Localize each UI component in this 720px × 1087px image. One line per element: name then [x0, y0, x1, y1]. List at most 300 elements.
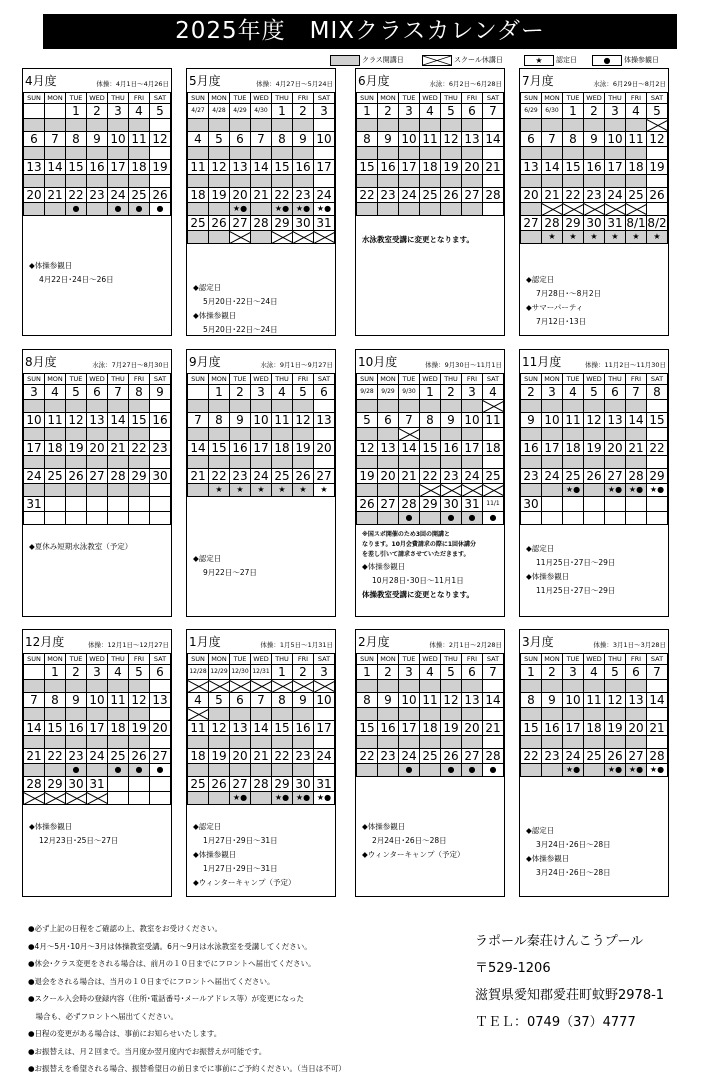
day-marker — [483, 680, 504, 693]
date-cell: 31 — [24, 497, 45, 512]
class-day-marker — [584, 764, 605, 777]
weekday-header: SUN — [357, 93, 378, 104]
weekday-header: SUN — [521, 93, 542, 104]
month-notes — [193, 281, 333, 337]
class-day-marker — [66, 456, 87, 469]
weekday-header: THU — [272, 374, 293, 385]
class-day-marker — [251, 708, 272, 721]
date-cell: 9 — [378, 132, 399, 147]
weekday-header: MON — [45, 374, 66, 385]
date-cell: 19 — [209, 749, 230, 764]
class-day-marker — [357, 119, 378, 132]
class-day-marker — [209, 456, 230, 469]
date-cell: 9 — [150, 385, 171, 400]
date-cell: 8 — [129, 385, 150, 400]
date-cell — [542, 497, 563, 512]
gray-swatch-icon — [330, 55, 360, 66]
class-day-marker — [521, 708, 542, 721]
month-panel — [519, 629, 669, 897]
date-cell: 24 — [399, 749, 420, 764]
class-day-marker — [251, 456, 272, 469]
date-cell: 18 — [584, 721, 605, 736]
date-cell: 12 — [357, 441, 378, 456]
class-day-marker — [129, 680, 150, 693]
month-range: 水泳：6月29日～8月2日 — [593, 80, 666, 88]
date-cell: 27 — [87, 469, 108, 484]
class-day-marker — [563, 175, 584, 188]
date-cell: 11 — [272, 413, 293, 428]
class-day-marker — [251, 428, 272, 441]
weekday-header: SAT — [483, 374, 504, 385]
closed-day-marker — [251, 680, 272, 693]
date-cell: 9 — [542, 693, 563, 708]
weekday-header: SAT — [483, 93, 504, 104]
date-cell — [129, 497, 150, 512]
cross-swatch-icon — [422, 55, 452, 66]
class-day-marker — [230, 764, 251, 777]
class-day-marker — [293, 456, 314, 469]
date-cell: 1 — [272, 665, 293, 680]
date-cell: 12 — [647, 132, 668, 147]
weekday-header: WED — [87, 374, 108, 385]
class-day-marker — [399, 456, 420, 469]
date-cell: 8 — [272, 132, 293, 147]
date-cell: 28 — [647, 749, 668, 764]
class-day-marker — [420, 147, 441, 160]
closed-day-marker — [542, 203, 563, 216]
note-line: ◆サマーパーティ — [526, 303, 584, 312]
note-line: ◆体操参観日 — [29, 822, 73, 831]
date-cell: 2 — [584, 104, 605, 119]
weekday-header: THU — [605, 93, 626, 104]
class-day-marker — [45, 400, 66, 413]
weekday-header: FRI — [293, 374, 314, 385]
weekday-header: FRI — [129, 93, 150, 104]
date-cell: 13 — [378, 441, 399, 456]
weekday-header: SAT — [314, 93, 335, 104]
date-cell: 4 — [420, 665, 441, 680]
date-cell: 6 — [314, 385, 335, 400]
date-cell: 12 — [293, 413, 314, 428]
date-cell: 2 — [230, 385, 251, 400]
date-cell: 7 — [251, 693, 272, 708]
class-day-marker — [230, 736, 251, 749]
date-cell: 14 — [108, 413, 129, 428]
month-range: 水泳：9月1日～9月27日 — [260, 361, 333, 369]
class-day-marker — [66, 736, 87, 749]
date-cell: 28 — [251, 777, 272, 792]
closed-day-marker — [647, 119, 668, 132]
date-cell: 28 — [399, 497, 420, 512]
class-day-marker — [251, 736, 272, 749]
date-cell: 13 — [230, 721, 251, 736]
class-day-marker — [87, 400, 108, 413]
class-day-marker — [87, 680, 108, 693]
month-panel — [519, 349, 669, 617]
weekday-header: FRI — [626, 374, 647, 385]
class-day-marker: ★ — [542, 231, 563, 244]
class-day-marker — [462, 203, 483, 216]
note-line: 1月27日･29日～31日 — [203, 864, 278, 873]
class-day-marker — [293, 764, 314, 777]
footer-line: 場合も、必ずフロントへ届出てください。 — [28, 1011, 178, 1021]
note-line: ◆認定日 — [526, 826, 555, 835]
class-day-marker — [24, 484, 45, 497]
note-line: ◆認定日 — [193, 822, 222, 831]
date-cell: 2 — [293, 104, 314, 119]
weekday-header: SAT — [483, 654, 504, 665]
weekday-header: MON — [542, 93, 563, 104]
note-line: 11月25日･27日～29日 — [536, 558, 616, 567]
date-cell: 15 — [357, 721, 378, 736]
day-marker: ★● — [314, 203, 335, 216]
date-cell: 16 — [441, 441, 462, 456]
date-cell: 19 — [293, 441, 314, 456]
date-cell: 27 — [626, 749, 647, 764]
weekday-header: SAT — [150, 654, 171, 665]
weekday-header: MON — [209, 654, 230, 665]
date-cell: 3 — [605, 104, 626, 119]
class-day-marker — [45, 484, 66, 497]
weekday-header: TUE — [230, 93, 251, 104]
class-day-marker — [378, 428, 399, 441]
day-marker — [483, 428, 504, 441]
date-cell: 6 — [521, 132, 542, 147]
date-cell: 3 — [399, 104, 420, 119]
class-day-marker — [584, 175, 605, 188]
class-day-marker — [521, 175, 542, 188]
month-name: 1月度 — [189, 635, 221, 649]
calendar-table — [187, 653, 335, 805]
calendar-table — [23, 653, 171, 805]
date-cell: 15 — [647, 413, 668, 428]
legend-certify-label: 認定日 — [556, 56, 577, 64]
closed-day-marker — [272, 680, 293, 693]
class-day-marker: ★ — [563, 231, 584, 244]
date-cell: 6 — [150, 665, 171, 680]
weekday-header: TUE — [66, 654, 87, 665]
date-cell: 13 — [314, 413, 335, 428]
class-day-marker — [626, 119, 647, 132]
class-day-marker — [584, 736, 605, 749]
date-cell: 19 — [129, 721, 150, 736]
date-cell: 3 — [314, 665, 335, 680]
month-name: 2月度 — [358, 635, 390, 649]
class-day-marker — [584, 456, 605, 469]
date-cell: 8 — [272, 693, 293, 708]
date-cell: 12 — [584, 413, 605, 428]
date-cell: 9 — [293, 132, 314, 147]
date-cell: 4 — [420, 104, 441, 119]
date-cell: 2 — [542, 665, 563, 680]
class-day-marker — [441, 680, 462, 693]
class-day-marker — [399, 680, 420, 693]
date-cell: 27 — [230, 216, 251, 231]
note-line: 水泳教室受講に変更となります。 — [362, 235, 474, 244]
class-day-marker — [66, 680, 87, 693]
weekday-header: TUE — [66, 374, 87, 385]
weekday-header: SUN — [357, 374, 378, 385]
date-cell: 19 — [209, 188, 230, 203]
date-cell: 29 — [420, 497, 441, 512]
date-cell: 8/2 — [647, 216, 667, 230]
class-day-marker — [129, 119, 150, 132]
date-cell: 13 — [24, 160, 45, 175]
date-cell: 12/28 — [188, 665, 209, 680]
note-line: ◆体操参観日 — [29, 261, 73, 270]
class-day-marker — [584, 484, 605, 497]
date-cell: 10 — [462, 413, 483, 428]
class-day-marker — [605, 456, 626, 469]
date-cell: 11 — [420, 132, 441, 147]
day-marker — [150, 708, 171, 721]
date-cell: 4 — [129, 104, 150, 119]
weekday-header: FRI — [626, 654, 647, 665]
date-cell: 31 — [462, 497, 483, 512]
weekday-header: MON — [378, 654, 399, 665]
date-cell — [108, 777, 129, 792]
date-cell: 19 — [441, 721, 462, 736]
class-day-marker — [24, 400, 45, 413]
class-day-marker — [357, 764, 378, 777]
date-cell: 17 — [108, 160, 129, 175]
class-day-marker: ★ — [293, 484, 314, 497]
class-day-marker: ★ — [647, 231, 668, 244]
date-cell: 20 — [521, 188, 542, 203]
date-cell: 3 — [251, 385, 272, 400]
date-cell: 11 — [108, 693, 129, 708]
weekday-header: SAT — [314, 374, 335, 385]
note-line: 10月28日･30日～11月1日 — [372, 576, 464, 585]
date-cell: 4 — [584, 665, 605, 680]
page-title: 2025年度 MIXクラスカレンダー — [43, 14, 677, 49]
class-day-marker — [441, 203, 462, 216]
class-day-marker — [584, 428, 605, 441]
class-day-marker — [584, 680, 605, 693]
day-marker — [483, 175, 504, 188]
class-day-marker — [24, 175, 45, 188]
date-cell: 3 — [108, 104, 129, 119]
class-day-marker — [542, 428, 563, 441]
class-day-marker — [209, 203, 230, 216]
closed-day-marker — [188, 708, 209, 721]
date-cell: 9 — [441, 413, 462, 428]
day-marker — [150, 175, 171, 188]
date-cell: 27 — [521, 216, 542, 231]
class-day-marker — [24, 764, 45, 777]
weekday-header: FRI — [626, 93, 647, 104]
closed-day-marker — [314, 231, 335, 244]
date-cell: 21 — [483, 160, 504, 175]
class-day-marker — [129, 400, 150, 413]
weekday-header: TUE — [230, 374, 251, 385]
date-cell: 14 — [251, 721, 272, 736]
date-cell: 8 — [647, 385, 668, 400]
date-cell: 14 — [251, 160, 272, 175]
day-marker — [605, 512, 626, 525]
date-cell: 9 — [293, 693, 314, 708]
class-day-marker — [230, 428, 251, 441]
class-day-marker — [563, 119, 584, 132]
weekday-header: THU — [441, 374, 462, 385]
date-cell: 21 — [399, 469, 420, 484]
class-day-marker — [188, 456, 209, 469]
class-day-marker — [521, 428, 542, 441]
class-day-marker — [87, 147, 108, 160]
closed-day-marker — [441, 484, 462, 497]
date-cell: 26 — [209, 216, 230, 231]
class-day-marker — [399, 484, 420, 497]
date-cell: 23 — [542, 749, 563, 764]
closed-day-marker — [584, 203, 605, 216]
class-day-marker — [251, 231, 272, 244]
date-cell — [24, 104, 45, 119]
date-cell — [45, 104, 66, 119]
day-marker — [647, 203, 668, 216]
date-cell: 8 — [521, 693, 542, 708]
class-day-marker — [542, 400, 563, 413]
weekday-header: SAT — [647, 374, 668, 385]
legend-closed — [422, 53, 503, 67]
class-day-marker — [230, 400, 251, 413]
date-cell: 12 — [441, 132, 462, 147]
date-cell: 21 — [24, 749, 45, 764]
date-cell: 22 — [563, 188, 584, 203]
class-day-marker — [605, 147, 626, 160]
day-marker — [647, 147, 668, 160]
class-day-marker — [108, 147, 129, 160]
date-cell: 16 — [293, 160, 314, 175]
class-day-marker — [129, 708, 150, 721]
date-cell: 12 — [150, 132, 171, 147]
day-marker — [483, 203, 504, 216]
weekday-header: TUE — [399, 654, 420, 665]
weekday-header: FRI — [462, 374, 483, 385]
note-line: 3月24日･26日～28日 — [536, 840, 611, 849]
class-day-marker — [293, 147, 314, 160]
date-cell: 16 — [378, 160, 399, 175]
day-marker: ★● — [647, 764, 668, 777]
class-day-marker — [378, 680, 399, 693]
date-cell: 4 — [108, 665, 129, 680]
month-range: 体操：1月5日～1月31日 — [260, 641, 333, 649]
date-cell: 23 — [441, 469, 462, 484]
class-day-marker — [605, 708, 626, 721]
class-day-marker — [129, 484, 150, 497]
weekday-header: WED — [251, 374, 272, 385]
month-notes — [362, 530, 502, 602]
date-cell: 6 — [462, 104, 483, 119]
date-cell: 4/28 — [209, 104, 230, 119]
class-day-marker — [251, 175, 272, 188]
class-day-marker — [45, 428, 66, 441]
class-day-marker: ★● — [230, 203, 251, 216]
class-day-marker — [45, 175, 66, 188]
date-cell: 16 — [66, 721, 87, 736]
date-cell: 6 — [626, 665, 647, 680]
class-day-marker — [542, 680, 563, 693]
date-cell: 18 — [483, 441, 504, 456]
date-cell: 18 — [188, 188, 209, 203]
date-cell: 29 — [272, 777, 293, 792]
weekday-header: SUN — [188, 93, 209, 104]
month-header — [520, 630, 668, 653]
date-cell — [188, 385, 209, 400]
date-cell: 20 — [605, 441, 626, 456]
date-cell: 16 — [521, 441, 542, 456]
class-day-marker: ★ — [272, 484, 293, 497]
class-day-marker: ● — [399, 764, 420, 777]
date-cell: 15 — [209, 441, 230, 456]
date-cell: 26 — [647, 188, 668, 203]
date-cell: 4/30 — [251, 104, 272, 119]
class-day-marker — [462, 680, 483, 693]
date-cell: 16 — [542, 721, 563, 736]
weekday-header: WED — [584, 654, 605, 665]
class-day-marker — [357, 147, 378, 160]
date-cell: 18 — [129, 160, 150, 175]
day-marker: ● — [483, 764, 504, 777]
class-day-marker — [129, 147, 150, 160]
date-cell: 3 — [314, 104, 335, 119]
weekday-header: WED — [584, 93, 605, 104]
date-cell: 12 — [441, 693, 462, 708]
date-cell: 18 — [626, 160, 647, 175]
date-cell: 20 — [150, 721, 171, 736]
date-cell: 10 — [314, 693, 335, 708]
class-day-marker: ★● — [605, 484, 626, 497]
weekday-header: THU — [272, 93, 293, 104]
date-cell: 23 — [66, 749, 87, 764]
date-cell: 3 — [24, 385, 45, 400]
note-line: ◆体操参観日 — [193, 850, 237, 859]
date-cell: 3 — [563, 665, 584, 680]
weekday-header: TUE — [563, 374, 584, 385]
month-panel — [186, 68, 336, 336]
date-cell: 11 — [563, 413, 584, 428]
day-marker — [150, 400, 171, 413]
month-range: 体操：4月1日～4月26日 — [96, 80, 169, 88]
date-cell: 14 — [45, 160, 66, 175]
date-cell: 10 — [399, 132, 420, 147]
class-day-marker — [584, 119, 605, 132]
calendar-table — [23, 373, 171, 525]
class-day-marker — [378, 764, 399, 777]
note-line: 2月24日･26日～28日 — [372, 836, 447, 845]
weekday-header: MON — [45, 93, 66, 104]
date-cell: 10 — [24, 413, 45, 428]
class-day-marker — [605, 119, 626, 132]
closed-day-marker — [45, 792, 66, 805]
class-day-marker — [378, 119, 399, 132]
date-cell: 11 — [584, 693, 605, 708]
month-range: 体操：3月1日～3月28日 — [593, 641, 666, 649]
class-day-marker — [626, 680, 647, 693]
date-cell: 25 — [420, 749, 441, 764]
weekday-header: WED — [420, 654, 441, 665]
note-line: ◆ウィンターキャンプ（予定） — [362, 850, 465, 859]
note-line: ◆認定日 — [193, 283, 222, 292]
day-marker — [647, 736, 668, 749]
class-day-marker — [521, 147, 542, 160]
date-cell: 6 — [378, 413, 399, 428]
date-cell: 6 — [24, 132, 45, 147]
date-cell: 6 — [87, 385, 108, 400]
facility-name: ラポール秦荘けんこうプール — [475, 934, 644, 949]
day-marker — [483, 736, 504, 749]
date-cell — [66, 497, 87, 512]
note-line: ◆体操参観日 — [193, 311, 237, 320]
